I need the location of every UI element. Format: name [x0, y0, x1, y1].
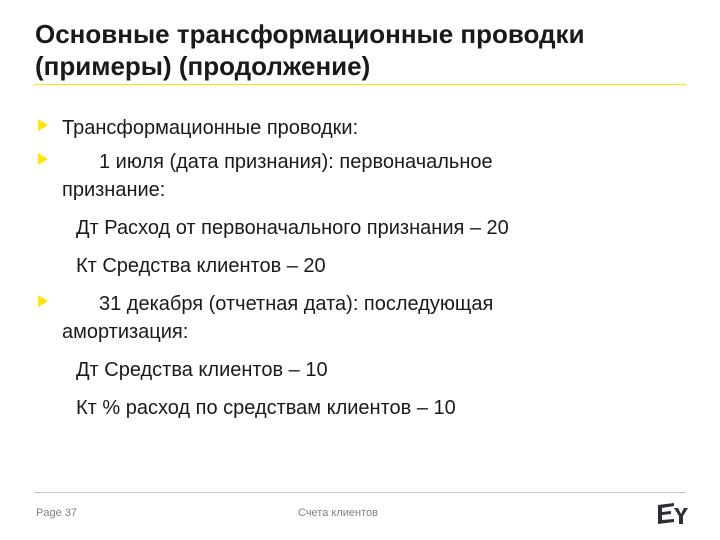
title-divider: [34, 84, 686, 85]
bullet-item: [38, 114, 678, 142]
bullet-text-line: 31 декабря (отчетная дата): последующая: [99, 293, 494, 315]
title-line-1: Основные трансформационные проводки: [35, 19, 585, 49]
bullet-item: [38, 290, 678, 346]
slide-content: [38, 114, 678, 422]
bullet-text-line: признание:: [62, 179, 166, 201]
footer-section-label: Счета клиентов: [298, 507, 378, 519]
footer-divider: [34, 492, 686, 493]
entry-line: Дт Расход от первоначального признания – 20: [76, 217, 509, 239]
bullet-text: Трансформационные проводки:: [62, 117, 359, 139]
entry-line: Дт Средства клиентов – 10: [76, 359, 328, 381]
page-number: Page 37: [36, 507, 77, 519]
triangle-bullet-icon: [38, 119, 48, 131]
bullet-item: [38, 148, 678, 204]
triangle-bullet-icon: [38, 295, 48, 307]
entry-line: Кт Средства клиентов – 20: [76, 255, 326, 277]
triangle-bullet-icon: [38, 153, 48, 165]
bullet-text-line: 1 июля (дата признания): первоначальное: [99, 151, 493, 173]
bullet-text-line: амортизация:: [62, 321, 189, 343]
slide-title: [35, 18, 695, 82]
title-line-2: (примеры) (продолжение): [35, 51, 371, 81]
entry-line: Кт % расход по средствам клиентов – 10: [76, 397, 456, 419]
ey-logo-icon: [654, 503, 688, 525]
